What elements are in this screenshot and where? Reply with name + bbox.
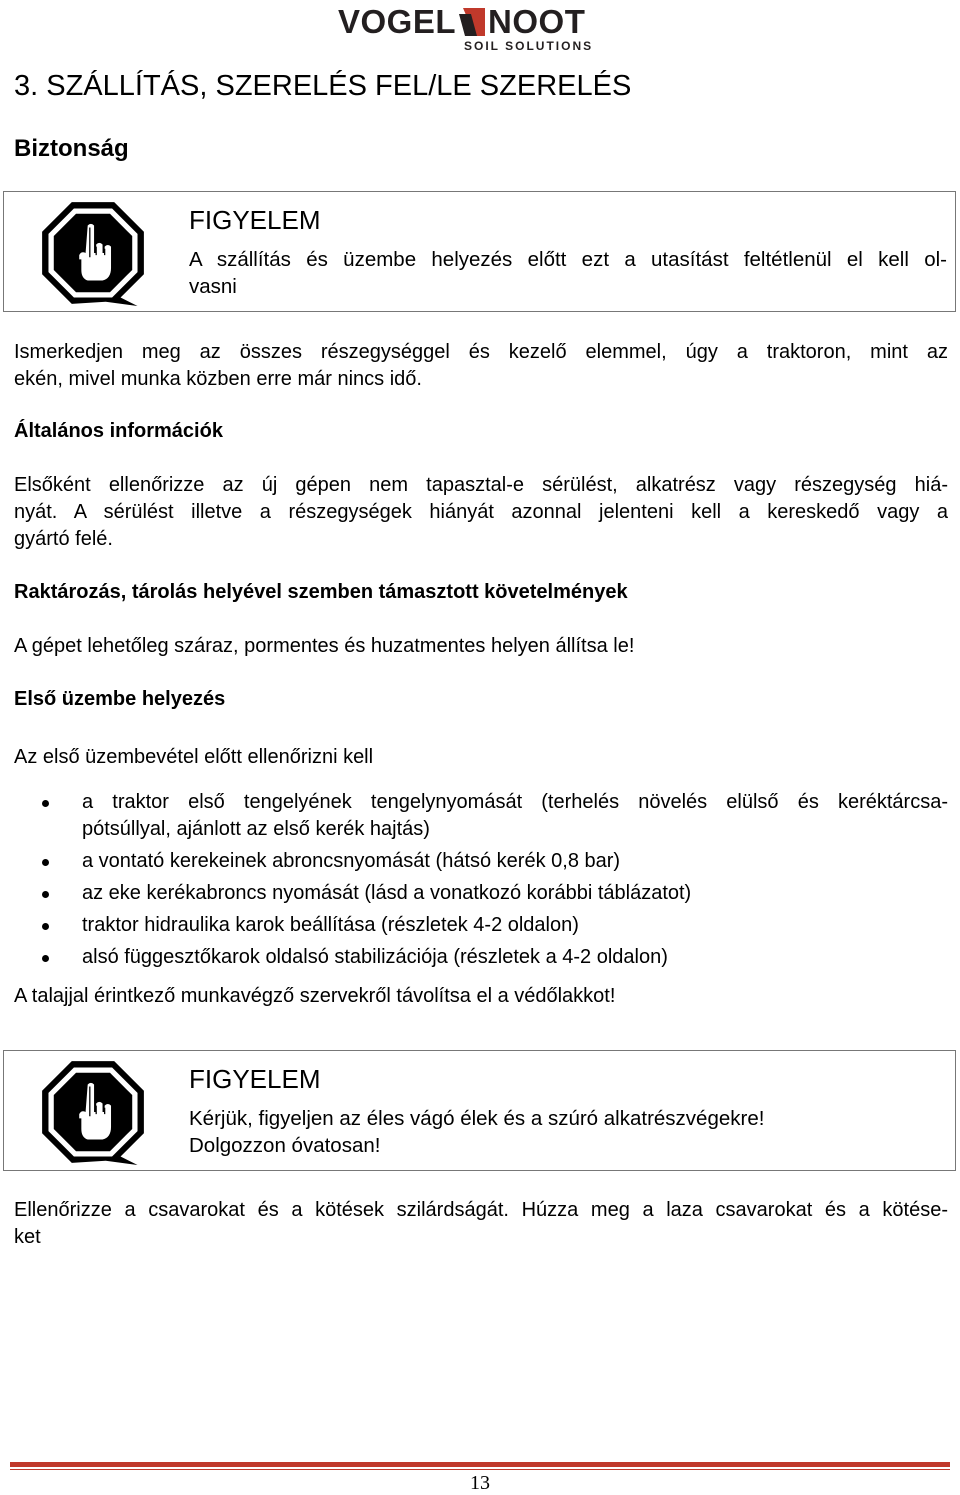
list-item-line1: a traktor első tengelyének tengelynyomását (terhelés növelés elülső és keréktárcsa- xyxy=(82,791,948,813)
bullet-icon xyxy=(42,800,49,807)
warning-text-2 xyxy=(189,1105,947,1159)
logo-slash-icon xyxy=(459,8,485,36)
warning-title-1: FIGYELEM xyxy=(189,205,321,235)
warning-text-2-line2: Dolgozzon óvatosan! xyxy=(189,1134,381,1157)
logo-left-word: VOGEL xyxy=(338,3,457,40)
page-title: 3. SZÁLLÍTÁS, SZERELÉS FEL/LE SZERELÉS xyxy=(14,70,632,102)
intro-line1: Ismerkedjen meg az összes részegységgel és kezelő elemmel, úgy a traktoron, mint az xyxy=(14,341,948,363)
list-item xyxy=(14,880,948,907)
list-item xyxy=(14,944,948,971)
list-item-line1: alsó függesztőkarok oldalsó stabilizációja (részletek a 4-2 oldalon) xyxy=(82,946,668,968)
bullet-icon xyxy=(42,923,49,930)
closing-paragraph xyxy=(14,1197,948,1251)
list-item-line1: traktor hidraulika karok beállítása (részletek 4-2 oldalon) xyxy=(82,914,579,936)
general-line2: nyát. A sérülést illetve a részegységek hiányát azonnal jelenteni kell a kereskedő vagy a xyxy=(14,501,948,523)
logo-right-word: NOOT xyxy=(488,3,586,40)
check-list xyxy=(14,789,948,976)
stop-hand-icon xyxy=(40,1059,146,1165)
closing-line1: Ellenőrizze a csavarokat és a kötések szilárdságát. Húzza meg a laza csavarokat és a kötése- xyxy=(14,1199,948,1221)
general-info-heading: Általános információk xyxy=(14,420,223,442)
warning-box-1 xyxy=(3,191,956,312)
bullet-icon xyxy=(42,891,49,898)
first-use-heading: Első üzembe helyezés xyxy=(14,688,226,710)
warning-text-1 xyxy=(189,246,947,300)
logo-tagline: SOIL SOLUTIONS xyxy=(464,39,594,53)
list-item-line2: pótsúllyal, ajánlott az első kerék hajtás) xyxy=(82,818,430,840)
bullet-icon xyxy=(42,955,49,962)
section-subheading: Biztonság xyxy=(14,135,129,162)
list-item xyxy=(14,848,948,875)
general-info-paragraph xyxy=(14,472,948,553)
stop-hand-icon xyxy=(40,200,146,306)
footer-rule-thin xyxy=(10,1469,950,1470)
general-line1: Elsőként ellenőrizze az új gépen nem tapasztal-e sérülést, alkatrész vagy részegység hiá- xyxy=(14,474,948,496)
warning-box-2 xyxy=(3,1050,956,1171)
remove-lacquer-text: A talajjal érintkező munkavégző szervekről távolítsa el a védőlakkot! xyxy=(14,985,616,1007)
warning-title-2: FIGYELEM xyxy=(189,1064,321,1094)
list-item-line1: az eke kerékabroncs nyomását (lásd a vonatkozó korábbi táblázatot) xyxy=(82,882,692,904)
warning-text-1-line2: vasni xyxy=(189,275,237,298)
footer-rule xyxy=(10,1462,950,1467)
bullet-icon xyxy=(42,859,49,866)
logo-wordmark xyxy=(338,4,585,40)
intro-paragraph xyxy=(14,339,948,393)
general-line3: gyártó felé. xyxy=(14,528,113,550)
list-item-line1: a vontató kerekeinek abroncsnyomását (hátsó kerék 0,8 bar) xyxy=(82,850,621,872)
intro-line2: ekén, mivel munka közben erre már nincs idő. xyxy=(14,368,422,390)
list-item xyxy=(14,789,948,843)
page-number: 13 xyxy=(470,1472,490,1494)
storage-heading: Raktározás, tárolás helyével szemben támasztott követelmények xyxy=(14,581,628,603)
list-item xyxy=(14,912,948,939)
company-logo xyxy=(338,4,622,54)
storage-text: A gépet lehetőleg száraz, pormentes és huzatmentes helyen állítsa le! xyxy=(14,635,635,657)
closing-line2: ket xyxy=(14,1226,41,1248)
first-use-lead: Az első üzembevétel előtt ellenőrizni kell xyxy=(14,746,374,768)
warning-text-1-line1: A szállítás és üzembe helyezés előtt ezt a utasítást feltétlenül el kell ol- xyxy=(189,248,947,271)
warning-text-2-line1: Kérjük, figyeljen az éles vágó élek és a szúró alkatrészvégekre! xyxy=(189,1107,765,1130)
